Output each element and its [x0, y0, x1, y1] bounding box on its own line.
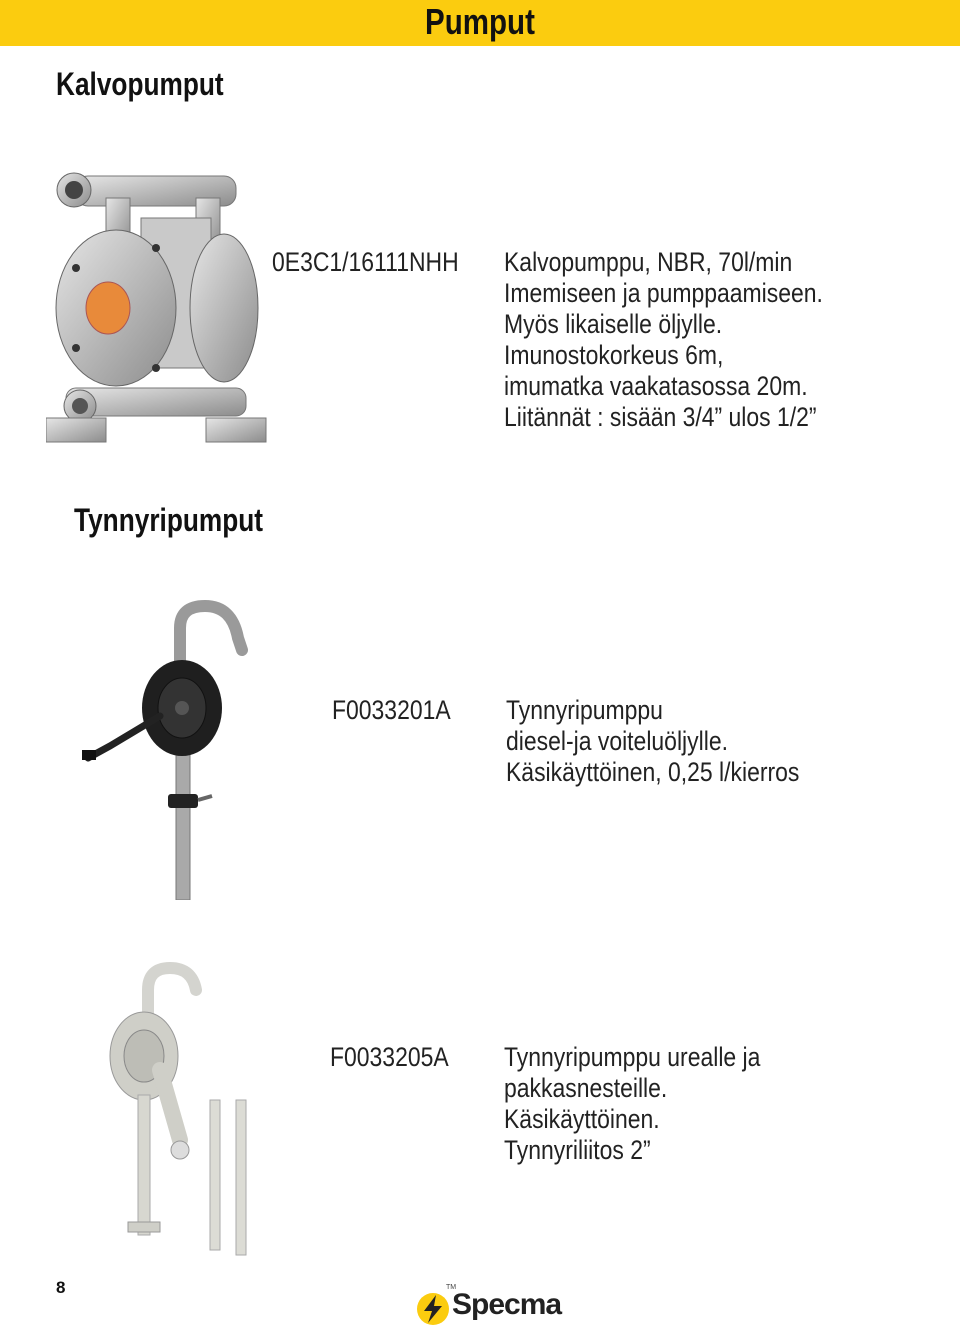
description-line: Imunostokorkeus 6m, [504, 340, 724, 370]
description-line: Imemiseen ja pumppaamiseen. [504, 278, 823, 308]
plastic-barrel-pump-photo-icon [100, 960, 270, 1260]
rotary-barrel-pump-photo-icon [80, 598, 260, 900]
page-title: Pumput [425, 1, 535, 42]
specma-logo [416, 1284, 576, 1328]
specma-bolt-icon [416, 1292, 450, 1326]
product-code: F0033201A [332, 695, 451, 725]
description-line: Tynnyriliitos 2” [504, 1135, 651, 1165]
product-code: 0E3C1/16111NHH [272, 247, 459, 277]
description-line: imumatka vaakatasossa 20m. [504, 371, 808, 401]
description-line: Liitännät : sisään 3/4” ulos 1/2” [504, 402, 817, 432]
page-number: 8 [56, 1278, 66, 1297]
logo-trademark: TM [446, 1284, 457, 1291]
product-code: F0033205A [330, 1042, 449, 1072]
description-line: Myös likaiselle öljylle. [504, 309, 723, 339]
product-description [504, 247, 823, 433]
description-line: Tynnyripumppu urealle ja [504, 1042, 761, 1072]
description-line: pakkasnesteille. [504, 1073, 668, 1103]
description-line: diesel-ja voiteluöljylle. [506, 726, 728, 756]
section-title-diaphragm: Kalvopumput [56, 66, 224, 102]
description-line: Tynnyripumppu [506, 695, 663, 725]
description-line: Käsikäyttöinen. [504, 1104, 660, 1134]
section-title-barrel: Tynnyripumput [74, 502, 264, 538]
product-description [506, 695, 799, 788]
logo-text: Specma [452, 1288, 562, 1321]
diaphragm-pump-photo-icon [46, 168, 268, 458]
description-line: Kalvopumppu, NBR, 70l/min [504, 247, 793, 277]
description-line: Käsikäyttöinen, 0,25 l/kierros [506, 757, 800, 787]
product-description [504, 1042, 760, 1166]
